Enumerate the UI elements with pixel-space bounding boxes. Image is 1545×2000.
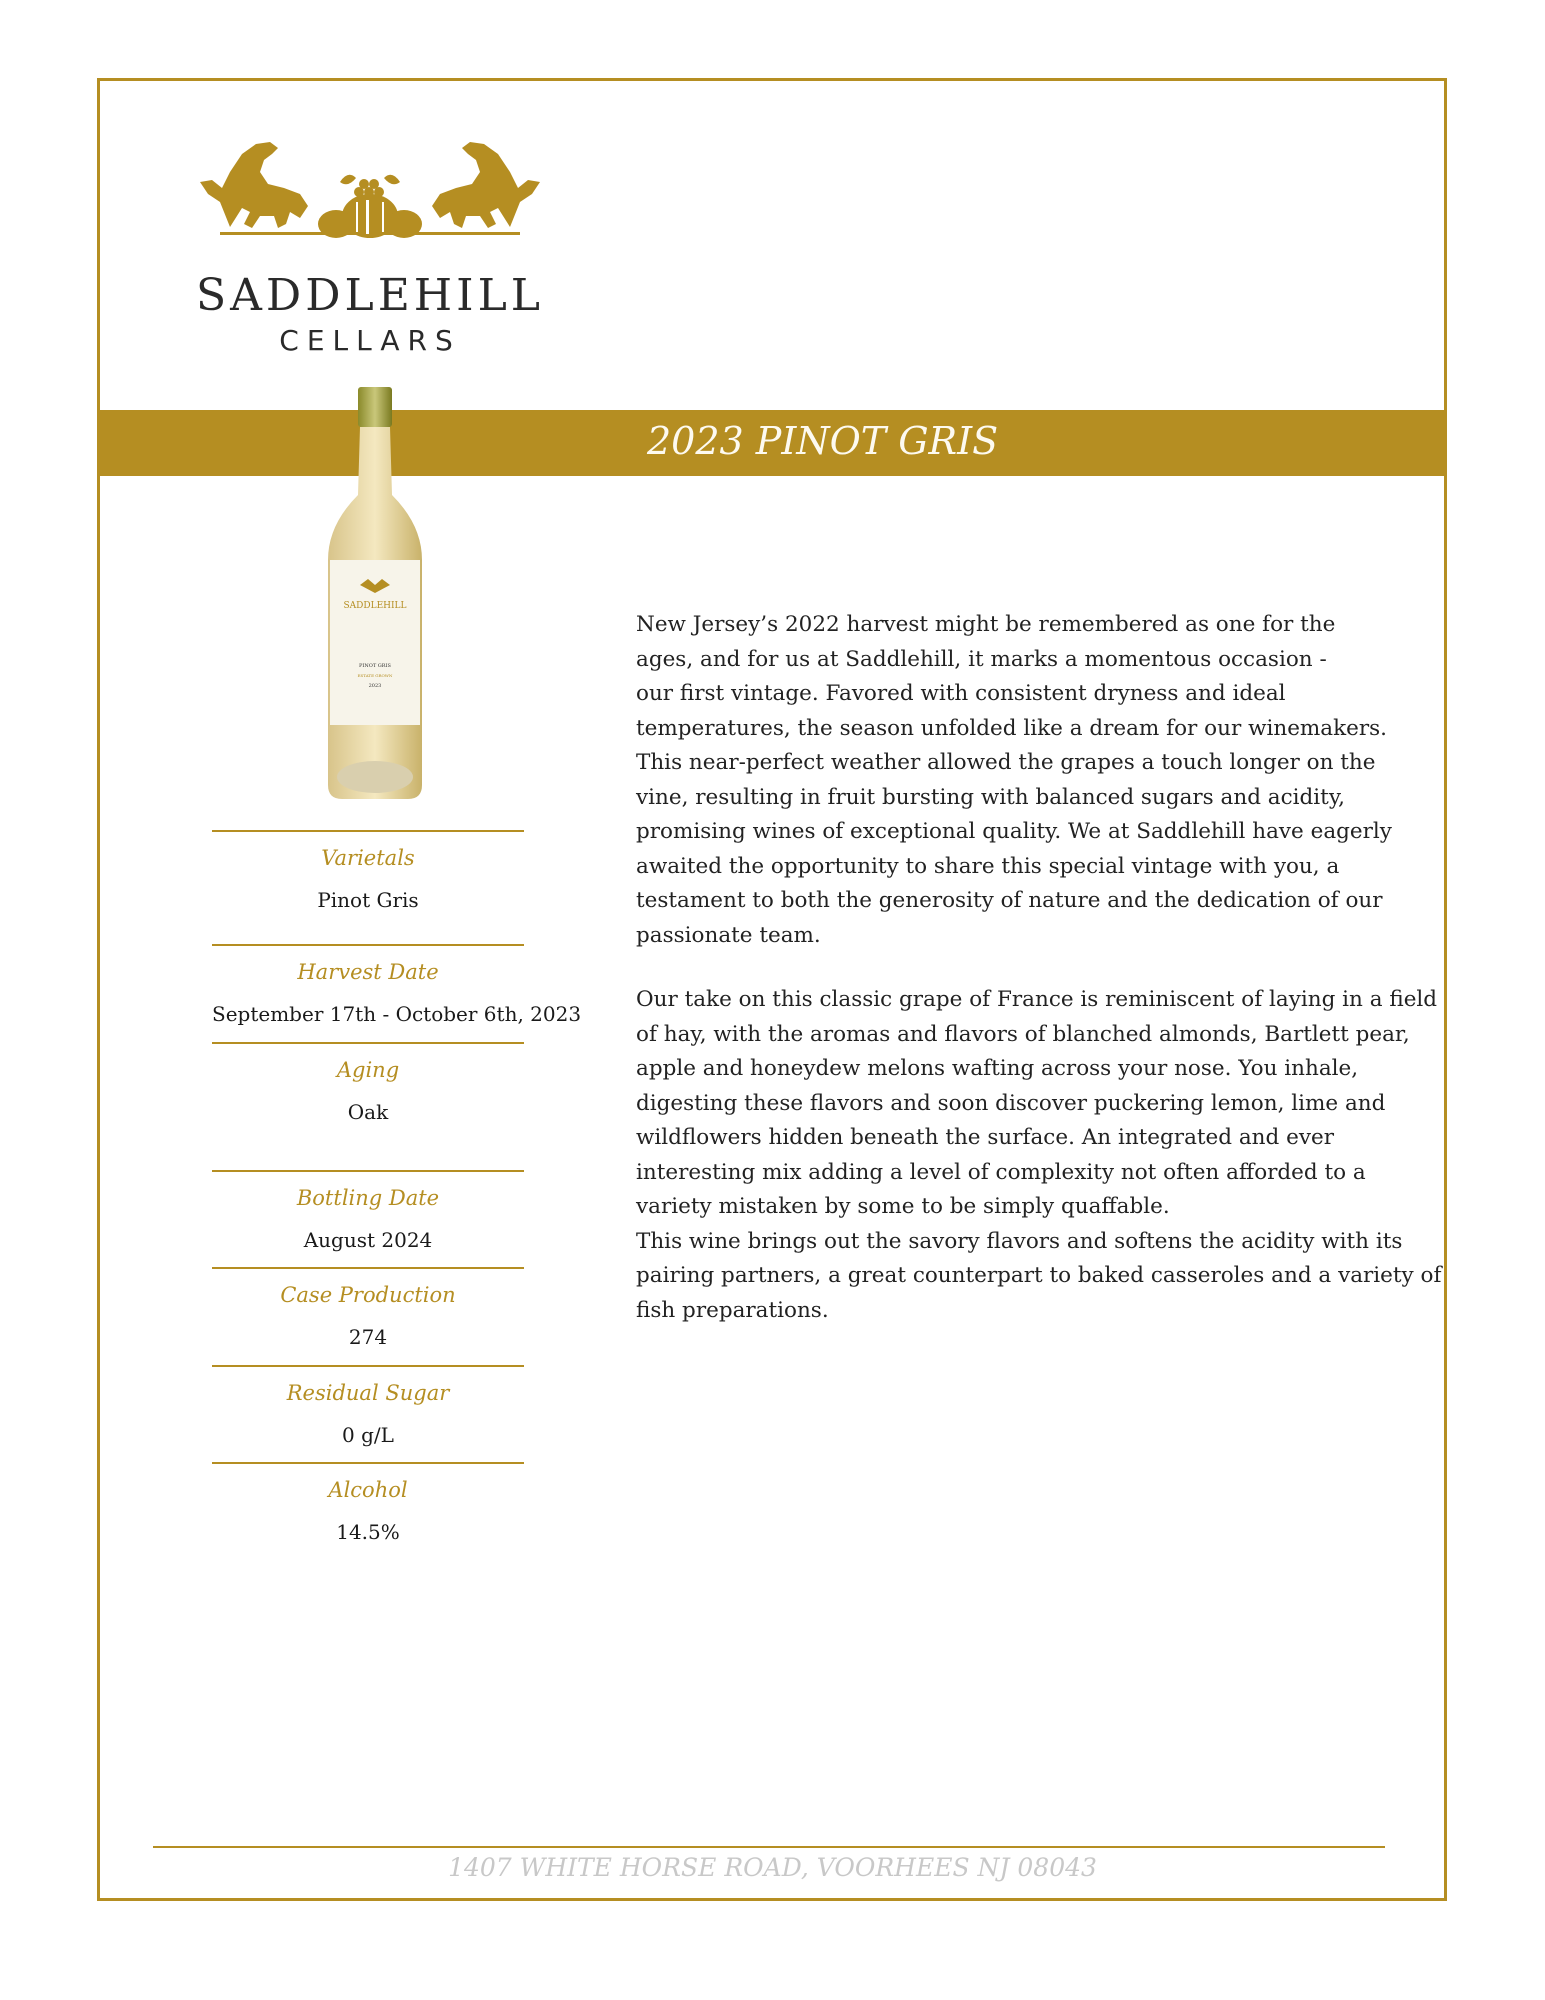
horses-crest-icon	[160, 132, 580, 242]
spec-varietals	[212, 830, 524, 912]
spec-aging	[212, 1042, 524, 1124]
description-paragraph: Our take on this classic grape of France is reminiscent of laying in a field of hay, with the aromas and flavors of blanched almonds, Bartlett pear, apple and honeydew melons wafting across your nose. You inhale, digesting these flavors and soon discover puckering lemon, lime and wildflowers hidden beneath the surface. An integrated and ever interesting mix adding a level of complexity not often afforded to a variety mistaken by some to be simply quaffable. This wine brings out the savory flavors and softens the acidity with its pairing partners, a great counterpart to baked casseroles and a variety of fish preparations.	[636, 987, 1442, 1323]
bottle-label-year: 2023	[368, 683, 382, 689]
spec-value: 274	[348, 1325, 388, 1349]
spec-residual-sugar	[212, 1365, 524, 1447]
spec-label: Case Production	[280, 1283, 456, 1307]
spec-alcohol	[212, 1462, 524, 1544]
spec-value: September 17th - October 6th, 2023	[212, 1002, 582, 1026]
spec-label: Alcohol	[328, 1478, 408, 1502]
spec-value: Pinot Gris	[317, 888, 419, 912]
wine-bottle-image	[320, 385, 430, 805]
divider	[212, 1365, 524, 1367]
spec-value: August 2024	[303, 1228, 433, 1252]
logo	[160, 132, 580, 362]
spec-label: Residual Sugar	[286, 1381, 450, 1405]
footer-divider	[153, 1846, 1385, 1848]
divider	[212, 944, 524, 946]
spec-label: Varietals	[321, 846, 415, 870]
bottle-label-brand: SADDLEHILL	[343, 601, 407, 611]
spec-harvest-date	[212, 944, 582, 1026]
spec-bottling-date	[212, 1170, 524, 1252]
footer-address: 1407 WHITE HORSE ROAD, VOORHEES NJ 08043	[448, 1853, 1097, 1882]
brand-name: SADDLEHILL	[196, 270, 544, 321]
wine-description	[636, 608, 1446, 1328]
spec-value: 0 g/L	[342, 1423, 394, 1447]
divider	[212, 1170, 524, 1172]
wine-title: 2023 PINOT GRIS	[647, 419, 999, 463]
spec-label: Bottling Date	[296, 1186, 440, 1210]
spec-value: 14.5%	[336, 1520, 400, 1544]
spec-value: Oak	[347, 1100, 389, 1124]
spec-case-production	[212, 1267, 524, 1349]
bottle-label-line: ESTATE GROWN	[357, 673, 393, 678]
divider	[212, 1462, 524, 1464]
divider	[212, 830, 524, 832]
spec-label: Aging	[336, 1058, 400, 1082]
divider	[212, 1267, 524, 1269]
bottle-label-varietal: PINOT GRIS	[359, 663, 391, 669]
divider	[212, 1042, 524, 1044]
description-paragraph: New Jersey’s 2022 harvest might be remembered as one for the ages, and for us at Saddlehill, it marks a momentous occasion - our first vintage. Favored with consistent dryness and ideal temperatures, the season unfolded like a dream for our winemakers. This near-perfect weather allowed the grapes a touch longer on the vine, resulting in fruit bursting with balanced sugars and acidity, promising wines of exceptional quality. We at Saddlehill have eagerly awaited the opportunity to share this special vintage with you, a testament to both the generosity of nature and the dedication of our passionate team.	[636, 612, 1392, 948]
brand-subtitle: CELLARS	[279, 324, 461, 357]
spec-label: Harvest Date	[297, 960, 439, 984]
